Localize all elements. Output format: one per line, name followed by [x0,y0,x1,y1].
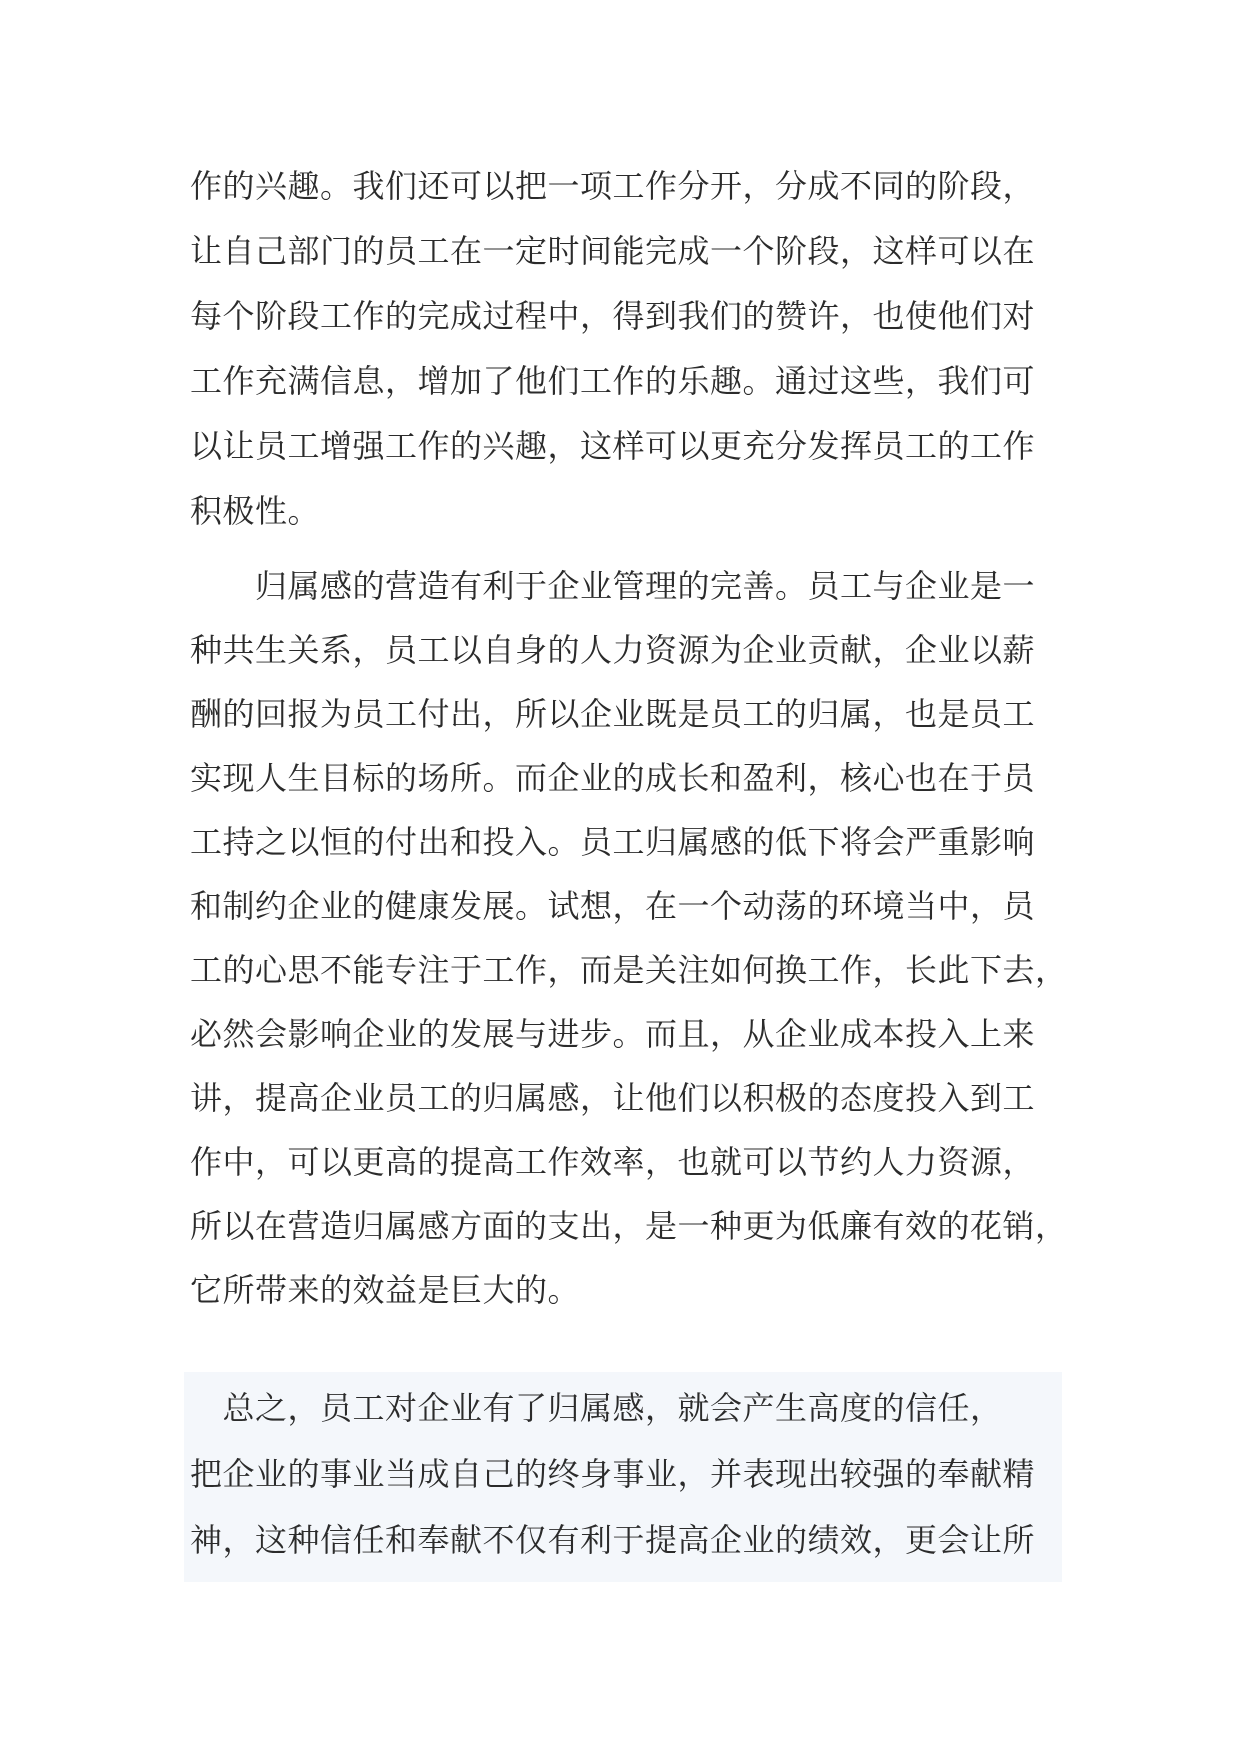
text-line: 把企业的事业当成自己的终身事业，并表现出较强的奉献精 [190,1455,1036,1493]
text-line: 酬的回报为员工付出，所以企业既是员工的归属，也是员工 [190,695,1036,733]
text-line: 让自己部门的员工在一定时间能完成一个阶段，这样可以在 [190,232,1036,270]
text-line: 每个阶段工作的完成过程中，得到我们的赞许，也使他们对 [190,297,1036,335]
text-line: 工作充满信息，增加了他们工作的乐趣。通过这些，我们可 [190,362,1036,400]
paragraph-belonging-management [190,556,1068,1326]
paragraph-work-interest [190,156,1054,546]
text-line: 讲，提高企业员工的归属感，让他们以积极的态度投入到工 [190,1079,1036,1117]
text-line: 所以在营造归属感方面的支出，是一种更为低廉有效的花销， [190,1207,1068,1245]
text-line: 神，这种信任和奉献不仅有利于提高企业的绩效，更会让所 [190,1521,1036,1559]
text-line: 和制约企业的健康发展。试想，在一个动荡的环境当中，员 [190,887,1036,925]
text-line: 它所带来的效益是巨大的。 [190,1271,581,1309]
text-line: 以让员工增强工作的兴趣，这样可以更充分发挥员工的工作 [190,427,1036,465]
text-line: 归属感的营造有利于企业管理的完善。员工与企业是一 [190,567,1036,605]
text-line: 积极性。 [190,492,321,530]
text-line: 实现人生目标的场所。而企业的成长和盈利，核心也在于员 [190,759,1036,797]
text-line: 必然会影响企业的发展与进步。而且，从企业成本投入上来 [190,1015,1036,1053]
paragraph-conclusion-highlighted [184,1372,1062,1582]
text-line: 作中，可以更高的提高工作效率，也就可以节约人力资源， [190,1143,1036,1181]
text-line: 种共生关系，员工以自身的人力资源为企业贡献，企业以薪 [190,631,1036,669]
text-line: 总之，员工对企业有了归属感，就会产生高度的信任， [190,1389,1003,1427]
text-line: 工的心思不能专注于工作，而是关注如何换工作，长此下去， [190,951,1068,989]
text-line: 工持之以恒的付出和投入。员工归属感的低下将会严重影响 [190,823,1036,861]
text-line: 作的兴趣。我们还可以把一项工作分开，分成不同的阶段， [190,167,1036,205]
